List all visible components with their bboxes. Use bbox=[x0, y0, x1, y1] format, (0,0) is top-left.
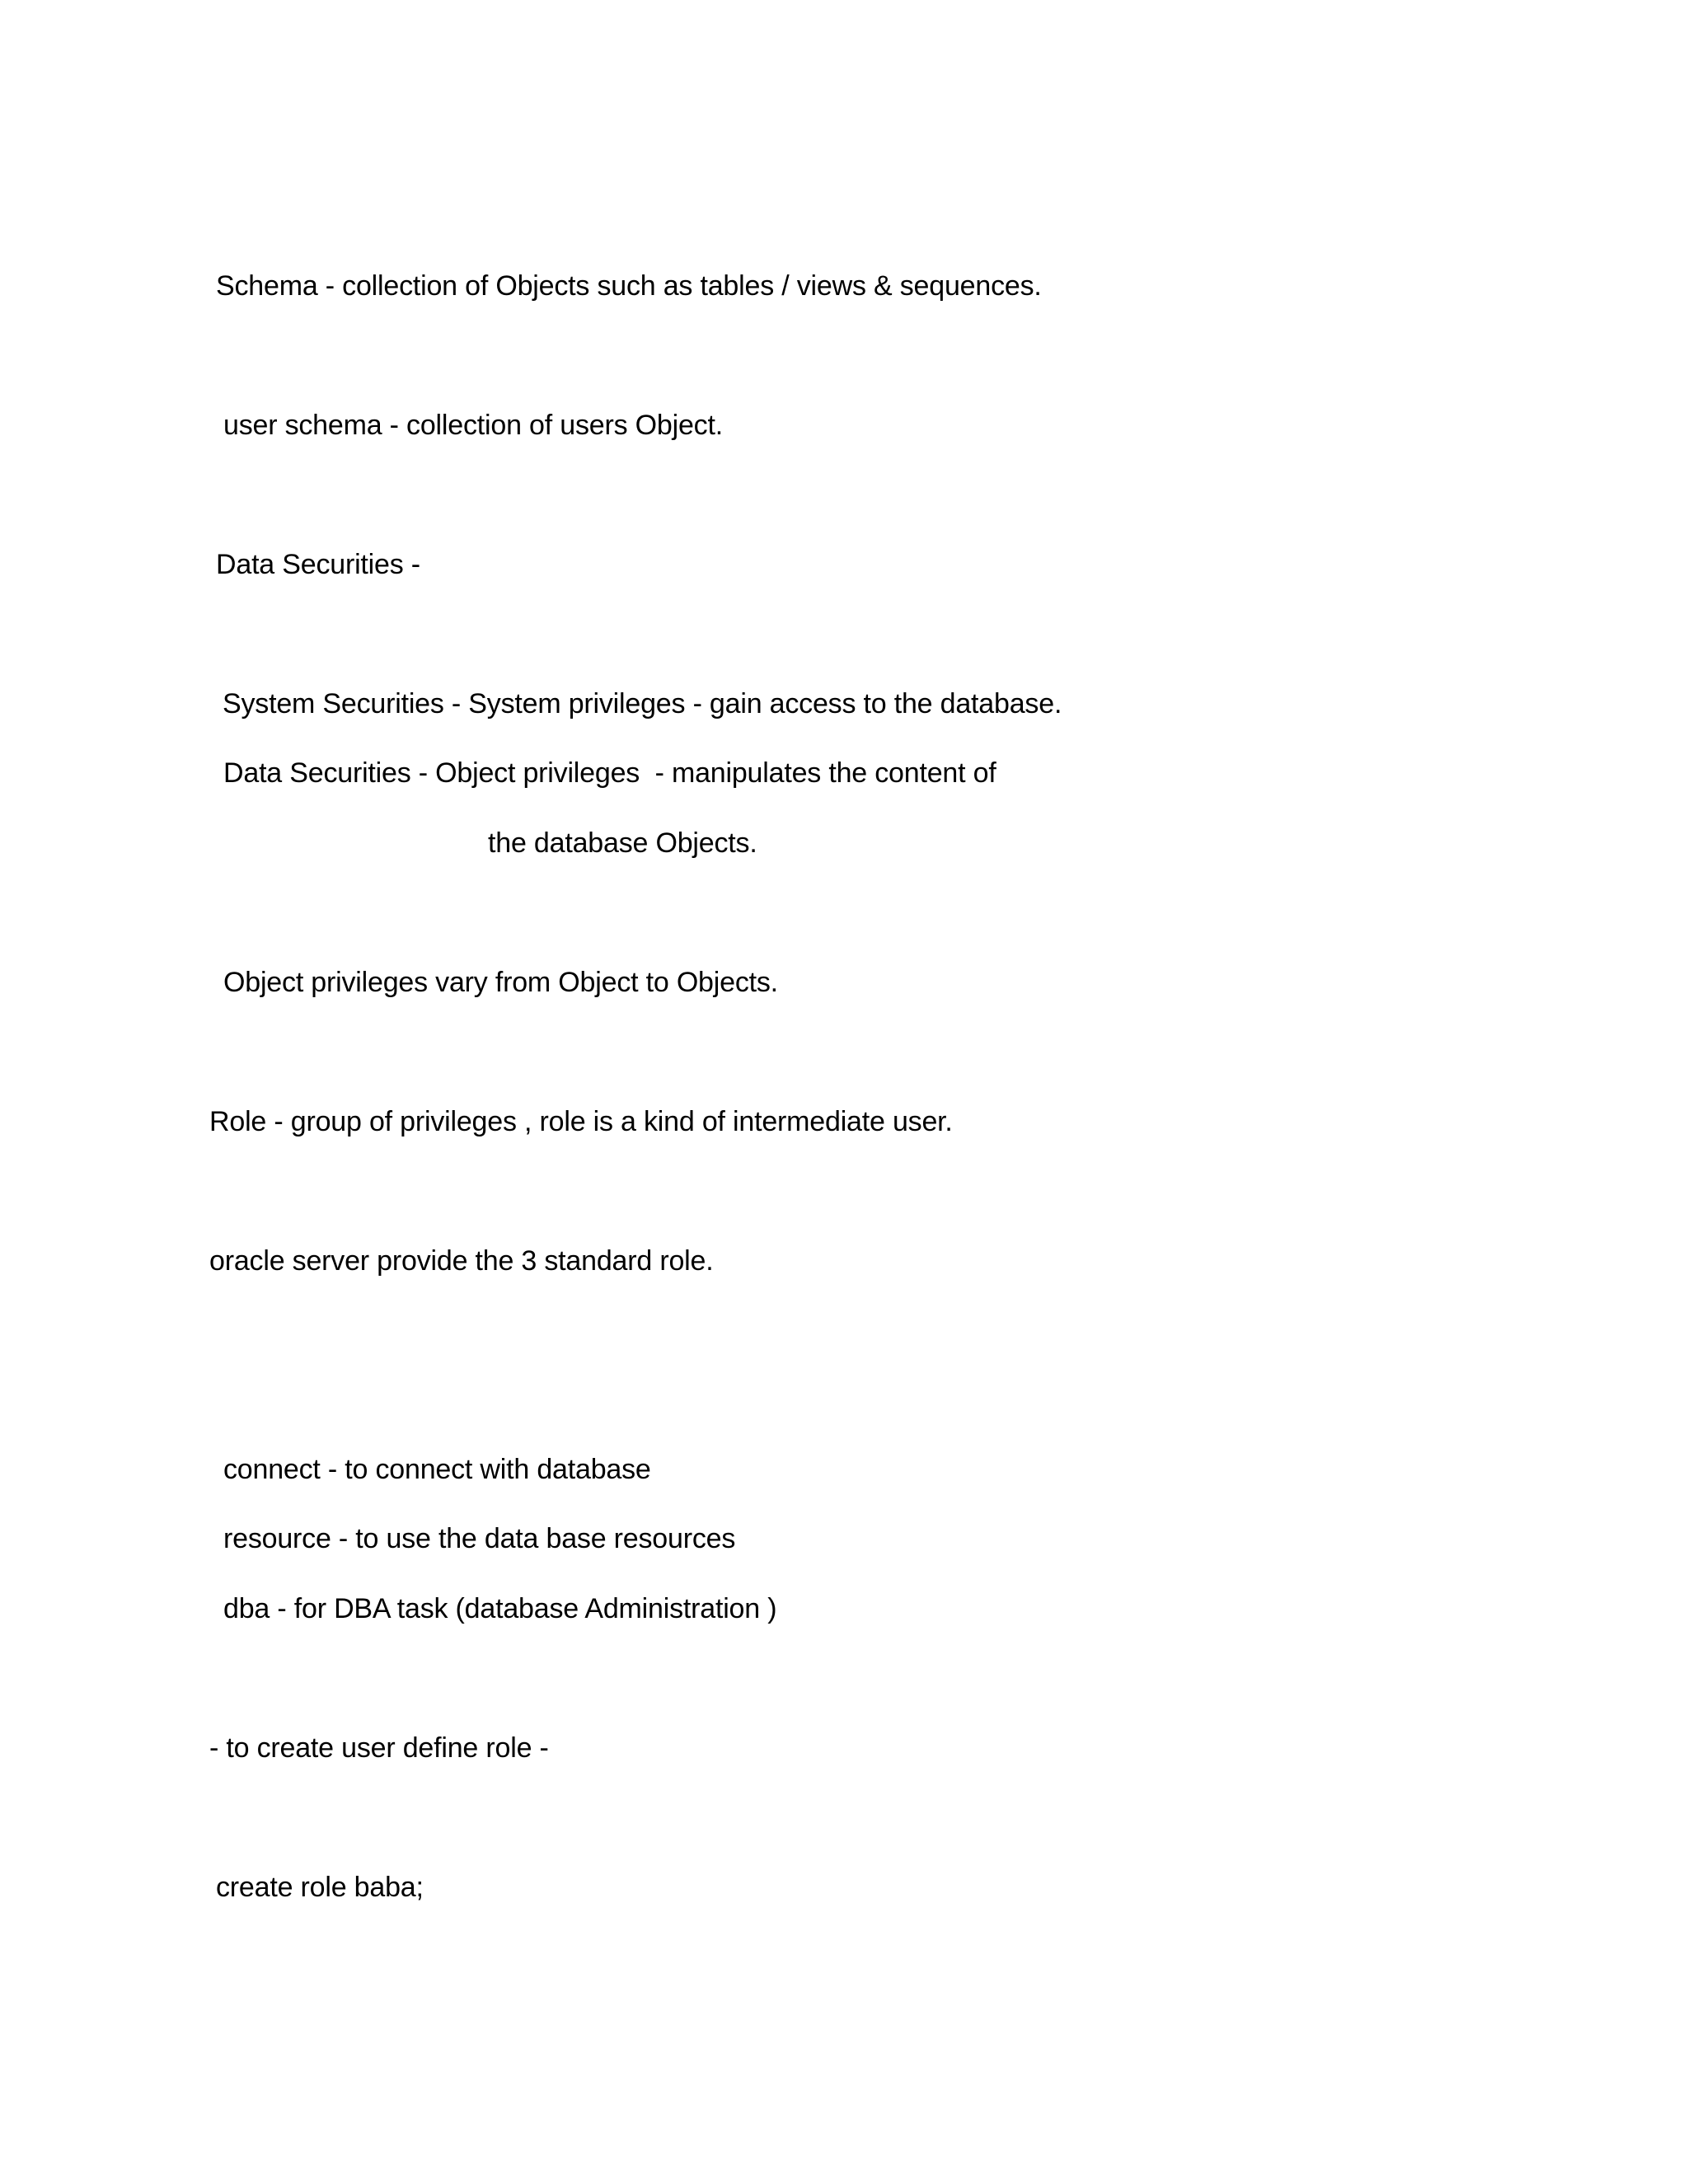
create-role-heading: - to create user define role - bbox=[209, 1732, 549, 1764]
role-definition-line: Role - group of privileges , role is a kind of intermediate user. bbox=[209, 1106, 953, 1137]
standard-roles-line: oracle server provide the 3 standard role. bbox=[209, 1245, 714, 1277]
connect-role-line: connect - to connect with database bbox=[223, 1454, 651, 1485]
data-securities-heading: Data Securities - bbox=[216, 549, 420, 580]
data-securities-line: Data Securities - Object privileges - manipulates the content of bbox=[223, 757, 996, 789]
schema-definition-line: Schema - collection of Objects such as tables / views & sequences. bbox=[216, 270, 1042, 302]
resource-role-line: resource - to use the data base resources bbox=[223, 1523, 736, 1554]
user-schema-definition-line: user schema - collection of users Object. bbox=[223, 410, 723, 441]
system-securities-line: System Securities - System privileges - gain access to the database. bbox=[223, 688, 1062, 719]
dba-role-line: dba - for DBA task (database Administration ) bbox=[223, 1593, 777, 1624]
create-role-statement: create role baba; bbox=[216, 1872, 424, 1903]
data-securities-continuation: the database Objects. bbox=[488, 827, 757, 859]
object-privileges-line: Object privileges vary from Object to Objects. bbox=[223, 967, 778, 998]
